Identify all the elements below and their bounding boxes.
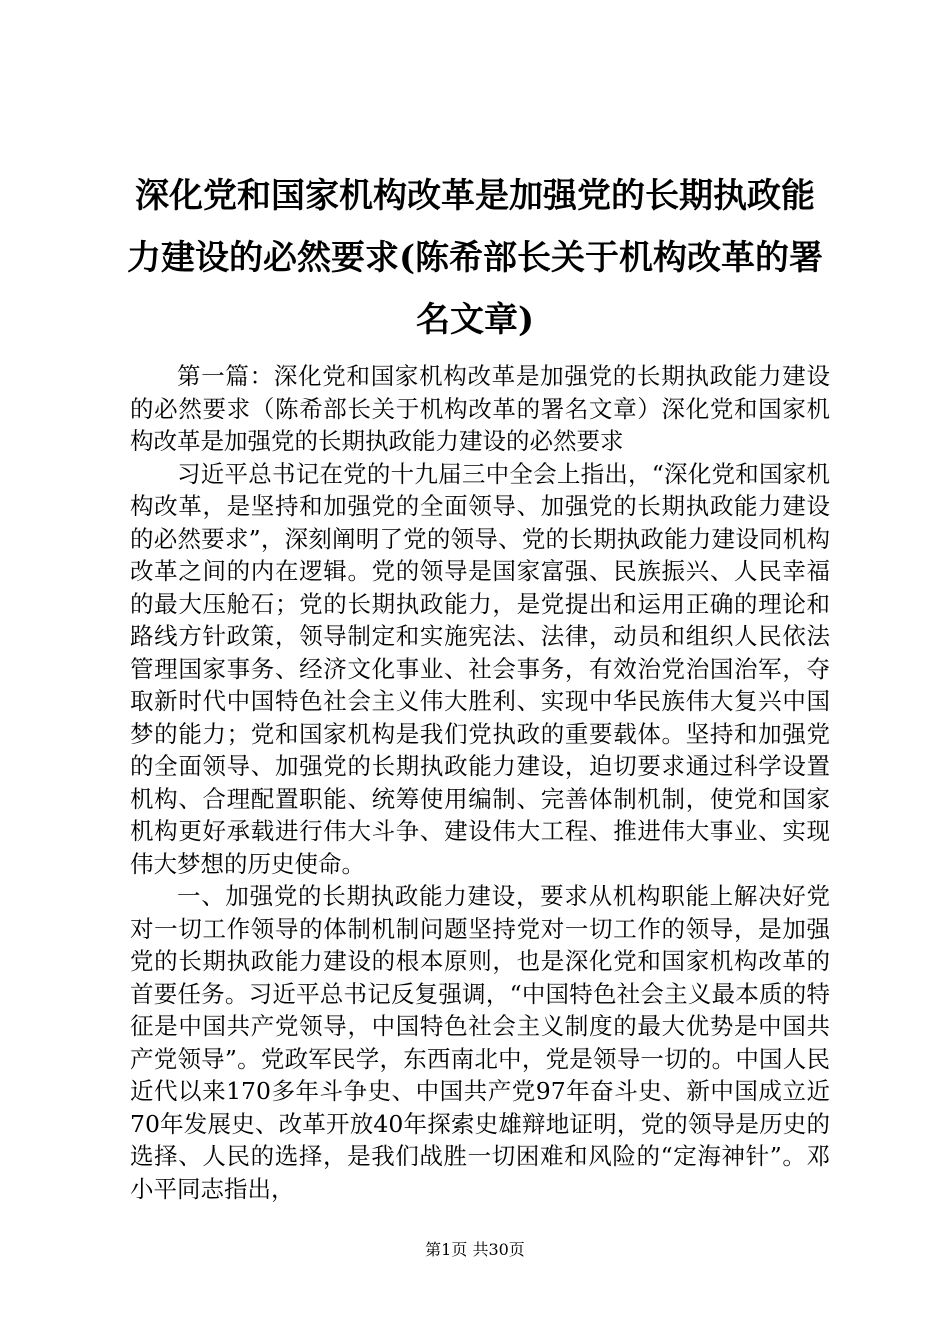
page-footer: 第1页 共30页 <box>425 1240 525 1259</box>
document-body <box>130 360 830 1205</box>
paragraph-main: 习近平总书记在党的十九届三中全会上指出，“深化党和国家机构改革，是坚持和加强党的全面领导、加强党的长期执政能力建设的必然要求”，深刻阐明了党的领导、党的长期执政能力建设同机构改革之间的内在逻辑。党的领导是国家富强、民族振兴、人民幸福的最大压舱石；党的长期执政能力，是党提出和运用正确的理论和路线方针政策，领导制定和实施宪法、法律，动员和组织人民依法管理国家事务、经济文化事业、社会事务，有效治党治国治军，夺取新时代中国特色社会主义伟大胜利、实现中华民族伟大复兴中国梦的能力；党和国家机构是我们党执政的重要载体。坚持和加强党的全面领导、加强党的长期执政能力建设，迫切要求通过科学设置机构、合理配置职能、统筹使用编制、完善体制机制，使党和国家机构更好承载进行伟大斗争、建设伟大工程、推进伟大事业、实现伟大梦想的历史使命。 <box>130 459 830 878</box>
paragraph-intro: 第一篇：深化党和国家机构改革是加强党的长期执政能力建设的必然要求（陈希部长关于机构改革的署名文章）深化党和国家机构改革是加强党的长期执政能力建设的必然要求 <box>130 362 830 455</box>
document-title: 深化党和国家机构改革是加强党的长期执政能力建设的必然要求(陈希部长关于机构改革的署名文章) <box>126 176 824 340</box>
paragraph-section-one: 一、加强党的长期执政能力建设，要求从机构职能上解决好党对一切工作领导的体制机制问题坚持党对一切工作的领导，是加强党的长期执政能力建设的根本原则，也是深化党和国家机构改革的首要任务。习近平总书记反复强调，“中国特色社会主义最本质的特征是中国共产党领导，中国特色社会主义制度的最大优势是中国共产党领导”。党政军民学，东西南北中，党是领导一切的。中国人民近代以来170多年斗争史、中国共产党97年奋斗史、新中国成立近70年发展史、改革开放40年探索史雄辩地证明，党的领导是历史的选择、人民的选择，是我们战胜一切困难和风险的“定海神针”。邓小平同志指出， <box>130 882 830 1203</box>
